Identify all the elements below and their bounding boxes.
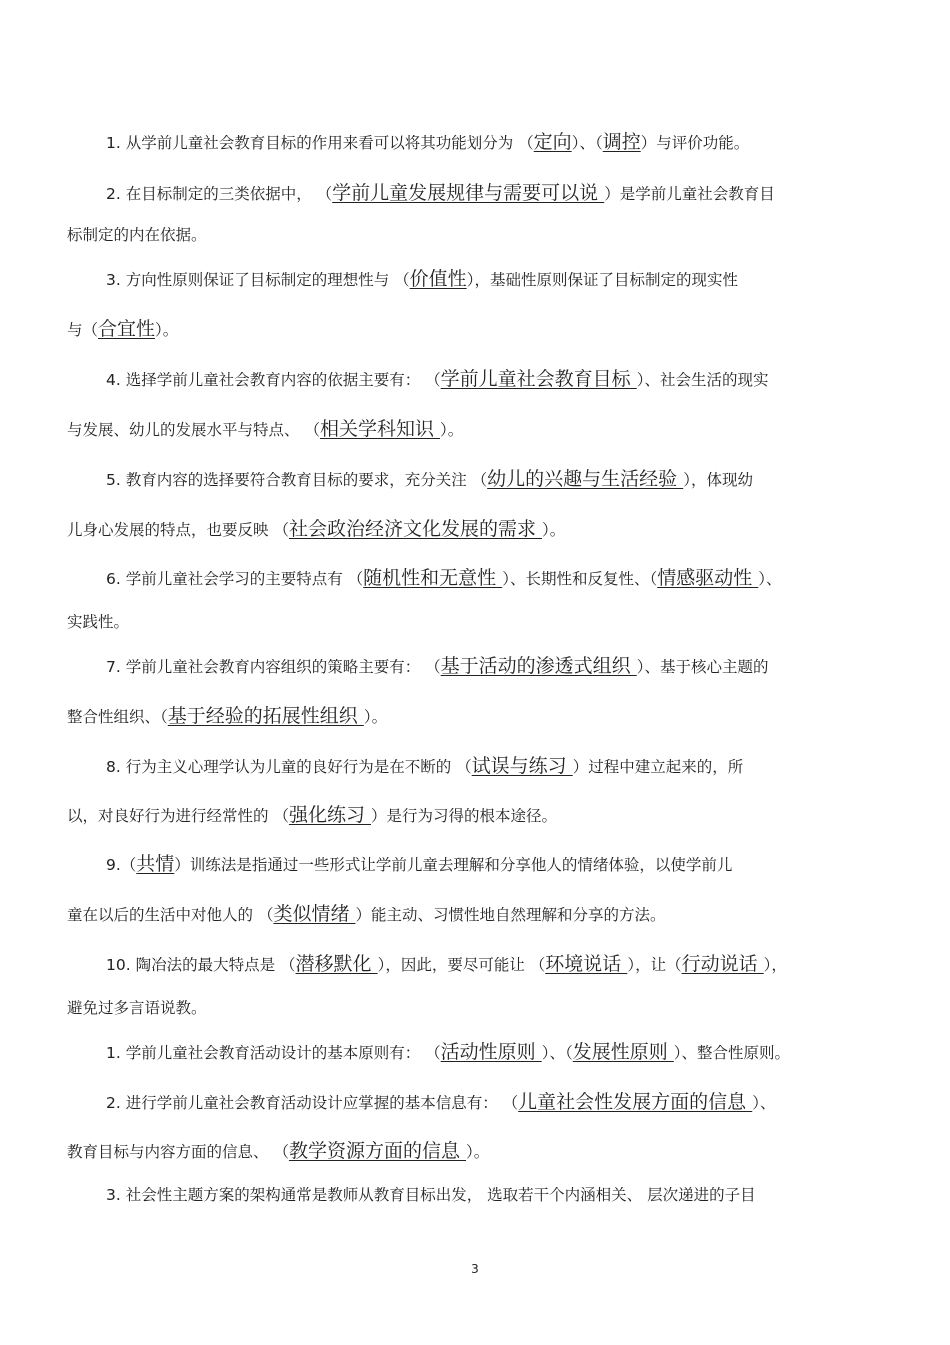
question-text: 与（ bbox=[67, 321, 99, 339]
answer-text: 学前儿童社会教育目标 bbox=[440, 368, 637, 390]
question-text: ）、整合性原则。 bbox=[673, 1044, 791, 1062]
page-number: 3 bbox=[471, 1262, 479, 1276]
question-text: （ bbox=[257, 906, 274, 924]
question-text: 与发展、幼儿的发展水平与特点、 bbox=[67, 421, 305, 439]
question-text: 2. 在目标制定的三类依据中， bbox=[106, 185, 317, 203]
question-text: 以，对良好行为进行经常性的 bbox=[67, 807, 274, 825]
question-text: 9.（ bbox=[106, 856, 137, 874]
question-text: 3. 社会性主题方案的架构通常是教师从教育目标出发， 选取若干个内涵相关、 层次递进的子目 bbox=[106, 1186, 756, 1204]
text-line bbox=[0, 464, 950, 494]
answer-text: 儿童社会性发展方面的信息 bbox=[518, 1091, 753, 1113]
answer-text: 环境说话 bbox=[545, 953, 628, 975]
question-text: ），体现幼 bbox=[683, 471, 753, 489]
answer-text: 价值性 bbox=[409, 268, 467, 290]
text-line bbox=[0, 220, 950, 250]
question-text: （ bbox=[425, 1044, 441, 1062]
question-text: ）训练法是指通过一些形式让学前儿童去理解和分享他人的情绪体验，以使学前儿 bbox=[174, 856, 733, 874]
answer-text: 教学资源方面的信息 bbox=[288, 1140, 466, 1162]
text-line bbox=[0, 607, 950, 637]
answer-text: 相关学科知识 bbox=[319, 418, 440, 440]
answer-text: 随机性和无意性 bbox=[363, 567, 503, 589]
question-text: （ bbox=[456, 758, 472, 776]
question-text: 标制定的内在依据。 bbox=[67, 226, 207, 244]
question-text: ）、（ bbox=[541, 1044, 573, 1062]
text-line bbox=[0, 314, 950, 344]
question-text: ）是学前儿童社会教育目 bbox=[604, 185, 775, 203]
text-line bbox=[0, 1180, 950, 1210]
text-line bbox=[0, 899, 950, 929]
question-text: ）能主动、习惯性地自然理解和分享的方法。 bbox=[355, 906, 666, 924]
answer-text: 定向 bbox=[533, 131, 572, 153]
text-line bbox=[0, 800, 950, 830]
text-line bbox=[0, 949, 950, 979]
answer-text: 强化练习 bbox=[288, 804, 371, 826]
text-line bbox=[0, 1087, 950, 1117]
answer-text: 行动说话 bbox=[681, 953, 764, 975]
text-line bbox=[0, 993, 950, 1023]
answer-text: 幼儿的兴趣与生活经验 bbox=[487, 468, 684, 490]
question-text: （ bbox=[273, 807, 289, 825]
question-text: 整合性组织、（ bbox=[67, 708, 168, 726]
question-text: 8. 行为主义心理学认为儿童的良好行为是在不断的 bbox=[106, 758, 457, 776]
text-line bbox=[0, 127, 950, 157]
answer-text: 合宜性 bbox=[98, 318, 156, 340]
question-text: （ bbox=[529, 956, 546, 974]
question-text: 5. 教育内容的选择要符合教育目标的要求，充分关注 bbox=[106, 471, 472, 489]
question-text: ）、 bbox=[752, 1094, 776, 1112]
answer-text: 发展性原则 bbox=[572, 1041, 674, 1063]
question-text: （ bbox=[347, 570, 364, 588]
question-text: （ bbox=[304, 421, 320, 439]
question-text: （ bbox=[502, 1094, 519, 1112]
question-text: （ bbox=[425, 658, 441, 676]
question-text: （ bbox=[273, 521, 289, 539]
question-text: 1. 从学前儿童社会教育目标的作用来看可以将其功能划分为 bbox=[106, 134, 519, 152]
question-text: ）。 bbox=[440, 421, 464, 439]
question-text: （ bbox=[273, 1143, 289, 1161]
answer-text: 类似情绪 bbox=[273, 903, 356, 925]
question-text: 10. 陶冶法的最大特点是 bbox=[106, 956, 281, 974]
question-text: ），因此，要尽可能让 bbox=[377, 956, 530, 974]
question-text: （ bbox=[280, 956, 296, 974]
question-text: ）。 bbox=[466, 1143, 490, 1161]
question-text: ），基础性原则保证了目标制定的现实性 bbox=[466, 271, 738, 289]
question-text: ）与评价功能。 bbox=[640, 134, 750, 152]
question-text: ）过程中建立起来的，所 bbox=[572, 758, 744, 776]
question-text: 儿身心发展的特点，也要反映 bbox=[67, 521, 274, 539]
question-text: ）、基于核心主题的 bbox=[636, 658, 769, 676]
question-text: ），让（ bbox=[627, 956, 682, 974]
text-line bbox=[0, 364, 950, 394]
text-line bbox=[0, 414, 950, 444]
text-line bbox=[0, 563, 950, 593]
text-line bbox=[0, 264, 950, 294]
answer-text: 社会政治经济文化发展的需求 bbox=[288, 518, 542, 540]
answer-text: 情感驱动性 bbox=[657, 567, 759, 589]
question-text: ）。 bbox=[542, 521, 566, 539]
question-text: 6. 学前儿童社会学习的主要特点有 bbox=[106, 570, 348, 588]
question-text: （ bbox=[394, 271, 410, 289]
answer-text: 试误与练习 bbox=[471, 755, 573, 777]
question-text: ）、长期性和反复性、（ bbox=[502, 570, 658, 588]
question-text: 2. 进行学前儿童社会教育活动设计应掌握的基本信息有： bbox=[106, 1094, 503, 1112]
question-text: 教育目标与内容方面的信息、 bbox=[67, 1143, 274, 1161]
question-text: ）、社会生活的现实 bbox=[636, 371, 769, 389]
text-line bbox=[0, 178, 950, 208]
text-line bbox=[0, 514, 950, 544]
question-text: 7. 学前儿童社会教育内容组织的策略主要有： bbox=[106, 658, 426, 676]
question-text: 避免过多言语说教。 bbox=[67, 999, 207, 1017]
question-text: ）。 bbox=[155, 321, 179, 339]
answer-text: 共情 bbox=[136, 853, 175, 875]
answer-text: 活动性原则 bbox=[440, 1041, 542, 1063]
answer-text: 基于经验的拓展性组织 bbox=[167, 705, 364, 727]
text-line bbox=[0, 1037, 950, 1067]
text-line bbox=[0, 1136, 950, 1166]
question-text: （ bbox=[425, 371, 441, 389]
question-text: （ bbox=[471, 471, 488, 489]
question-text: ）是行为习得的根本途径。 bbox=[371, 807, 558, 825]
question-text: 实践性。 bbox=[67, 613, 130, 631]
question-text: （ bbox=[316, 185, 333, 203]
question-text: 3. 方向性原则保证了目标制定的理想性与 bbox=[106, 271, 395, 289]
answer-text: 学前儿童发展规律与需要可以说 bbox=[332, 182, 605, 204]
question-text: ）、 bbox=[758, 570, 782, 588]
answer-text: 基于活动的渗透式组织 bbox=[440, 655, 637, 677]
question-text: 4. 选择学前儿童社会教育内容的依据主要有： bbox=[106, 371, 426, 389]
text-line bbox=[0, 751, 950, 781]
question-text: ）， bbox=[763, 956, 787, 974]
question-text: 童在以后的生活中对他人的 bbox=[67, 906, 258, 924]
question-text: 1. 学前儿童社会教育活动设计的基本原则有： bbox=[106, 1044, 426, 1062]
text-line bbox=[0, 849, 950, 879]
question-text: （ bbox=[518, 134, 534, 152]
answer-text: 潜移默化 bbox=[295, 953, 378, 975]
text-line bbox=[0, 651, 950, 681]
answer-text: 调控 bbox=[602, 131, 641, 153]
text-line bbox=[0, 701, 950, 731]
question-text: ）、（ bbox=[571, 134, 603, 152]
question-text: ）。 bbox=[363, 708, 388, 726]
